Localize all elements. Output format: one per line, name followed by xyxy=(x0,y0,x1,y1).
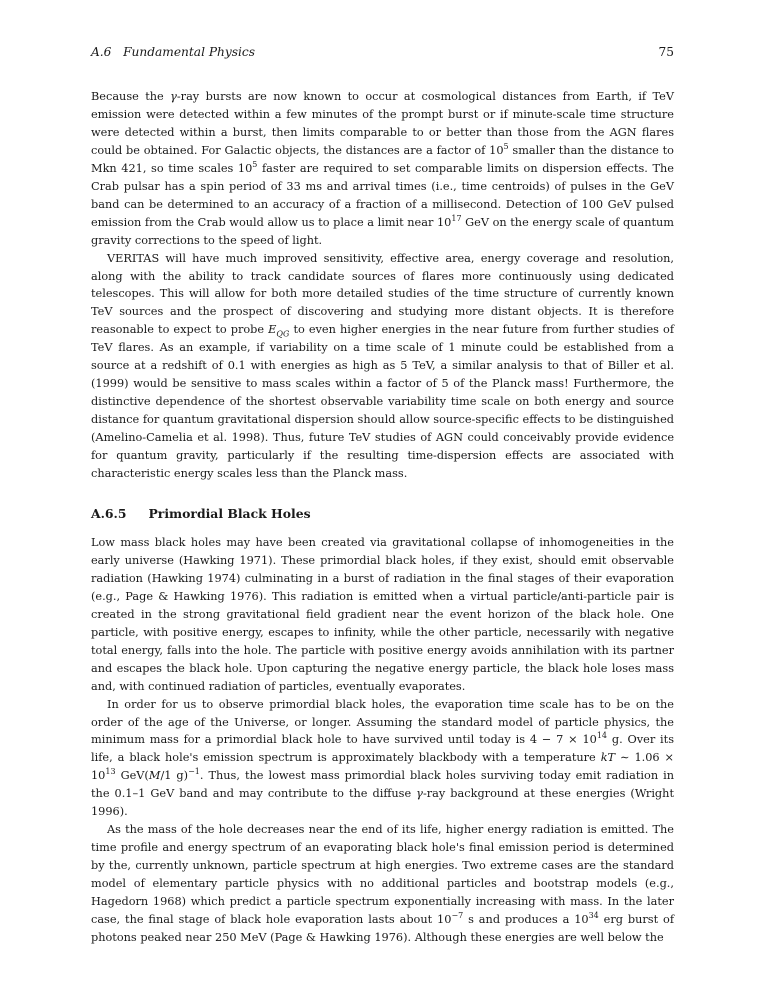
kt-symbol: kT xyxy=(600,751,616,765)
exponent: 14 xyxy=(596,731,608,741)
paragraph-pbh-final-burst: As the mass of the hole decreases near the end of its life, higher energy radiation is emitted. The time profile and energy spectrum of an evaporating black hole's final emission period is determined by the, currently unknown, particle spectrum at high energies. Two extreme cases are the standard model of elementary particle physics with no additional particles and bootstrap models (e.g., Hagedorn 1968) which predict a particle spectrum exponentially increasing with mass. In the later case, the final stage of black hole evaporation lasts about $10^{-7}$ s and produces a $10^{34}$ erg burst of photons peaked near 250 MeV (Page & Hawking 1976). Although these energies are well below the xyxy=(91,823,674,944)
section-heading xyxy=(91,505,674,523)
eqg-symbol: $E_{QG}$ xyxy=(268,323,290,339)
running-head-title xyxy=(91,44,255,60)
running-head-section: A.6 xyxy=(91,45,112,59)
exponent: 17 xyxy=(451,213,462,223)
running-head-chapter: Fundamental Physics xyxy=(123,45,256,59)
paragraph-pbh-evaporation: In order for us to observe primordial black holes, the evaporation time scale has to be on the order of the age of the Universe, or longer. Assuming the standard model of particle physics, the minimum mass for a primordial black hole to have survived until today is $4 - 7 \times 10^{14}$ g. Over its life, a black hole's emission spectrum is approximately blackbody with a temperature kT ∼ $1.06 \times 10^{13}$ GeV(M/1 g)$^{-1}$. Thus, the lowest mass primordial black holes surviving today emit radiation in the 0.1–1 GeV band and may contribute to the diffuse γ-ray background at these energies (Wright 1996). xyxy=(91,697,675,819)
paragraph-grb-limits: Because the γ-ray bursts are now known to occur at cosmological distances from Earth, if TeV emission were detected within a few minutes of the prompt burst or if minute-scale time structure were detected within a burst, then limits comparable to or better than those from the AGN flares could be obtained. For Galactic objects, the distances are a factor of $10^5$ smaller than the distance to Mkn 421, so time scales $10^5$ faster are required to set comparable limits on dispersion effects. The Crab pulsar has a spin period of 33 ms and arrival times (i.e., time centroids) of pulses in the GeV band can be determined to an accuracy of a fraction of a millisecond. Detection of 100 GeV pulsed emission from the Crab would allow us to place a limit near $10^{17}$ GeV on the energy scale of quantum gravity corrections to the speed of light. xyxy=(91,90,674,247)
exponent: −1 xyxy=(188,767,200,777)
page-number: 75 xyxy=(658,45,674,59)
exponent: 5 xyxy=(503,142,509,152)
exponent: −7 xyxy=(451,911,464,921)
exponent: 34 xyxy=(588,911,599,921)
section-title: Primordial Black Holes xyxy=(148,505,311,521)
exponent: 5 xyxy=(252,160,258,170)
body-text xyxy=(91,88,674,947)
section-number: A.6.5 xyxy=(91,505,127,521)
gamma-symbol: γ xyxy=(416,787,423,801)
mass-symbol: M xyxy=(148,769,161,783)
gamma-symbol: γ xyxy=(170,90,177,103)
running-head xyxy=(91,44,674,60)
paragraph-pbh-intro: Low mass black holes may have been created via gravitational collapse of inhomogeneities in the early universe (Hawking 1971). These primordial black holes, if they exist, should emit observable radiation (Hawking 1974) culminating in a burst of radiation in the final stages of their evaporation (e.g., Page & Hawking 1976). This radiation is emitted when a virtual particle/anti-particle pair is created in the strong gravitational field gradient near the event horizon of the black hole. One particle, with positive energy, escapes to infinity, while the other particle, necessarily with negative total energy, falls into the hole. The particle with positive energy avoids annihilation with its partner and escapes the black hole. Upon capturing the negative energy particle, the black hole loses mass and, with continued radiation of particles, eventually evaporates. xyxy=(91,535,674,693)
exponent: 13 xyxy=(105,767,116,777)
paragraph-veritas: VERITAS will have much improved sensitivity, effective area, energy coverage and resolution, along with the ability to track candidate sources of flares more continuously using dedicated telescopes. This will allow for both more detailed studies of the time structure of currently known TeV sources and the prospect of discovering and studying more distant objects. It is therefore reasonable to expect to probe $E_{QG}$ to even higher energies in the near future from further studies of TeV flares. As an example, if variability on a time scale of 1 minute could be established from a source at a redshift of 0.1 with energies as high as 5 TeV, a similar analysis to that of Biller et al. (1999) would be sensitive to mass scales within a factor of 5 of the Planck mass! Furthermore, the distinctive dependence of the shortest observable variability time scale on both energy and source distance for quantum gravitational dispersion should allow source-specific effects to be distinguished (Amelino-Camelia et al. 1998). Thus, future TeV studies of AGN could conceivably provide evidence for quantum gravity, particularly if the resulting time-dispersion effects are associated with characteristic energy scales less than the Planck mass. xyxy=(91,251,675,481)
